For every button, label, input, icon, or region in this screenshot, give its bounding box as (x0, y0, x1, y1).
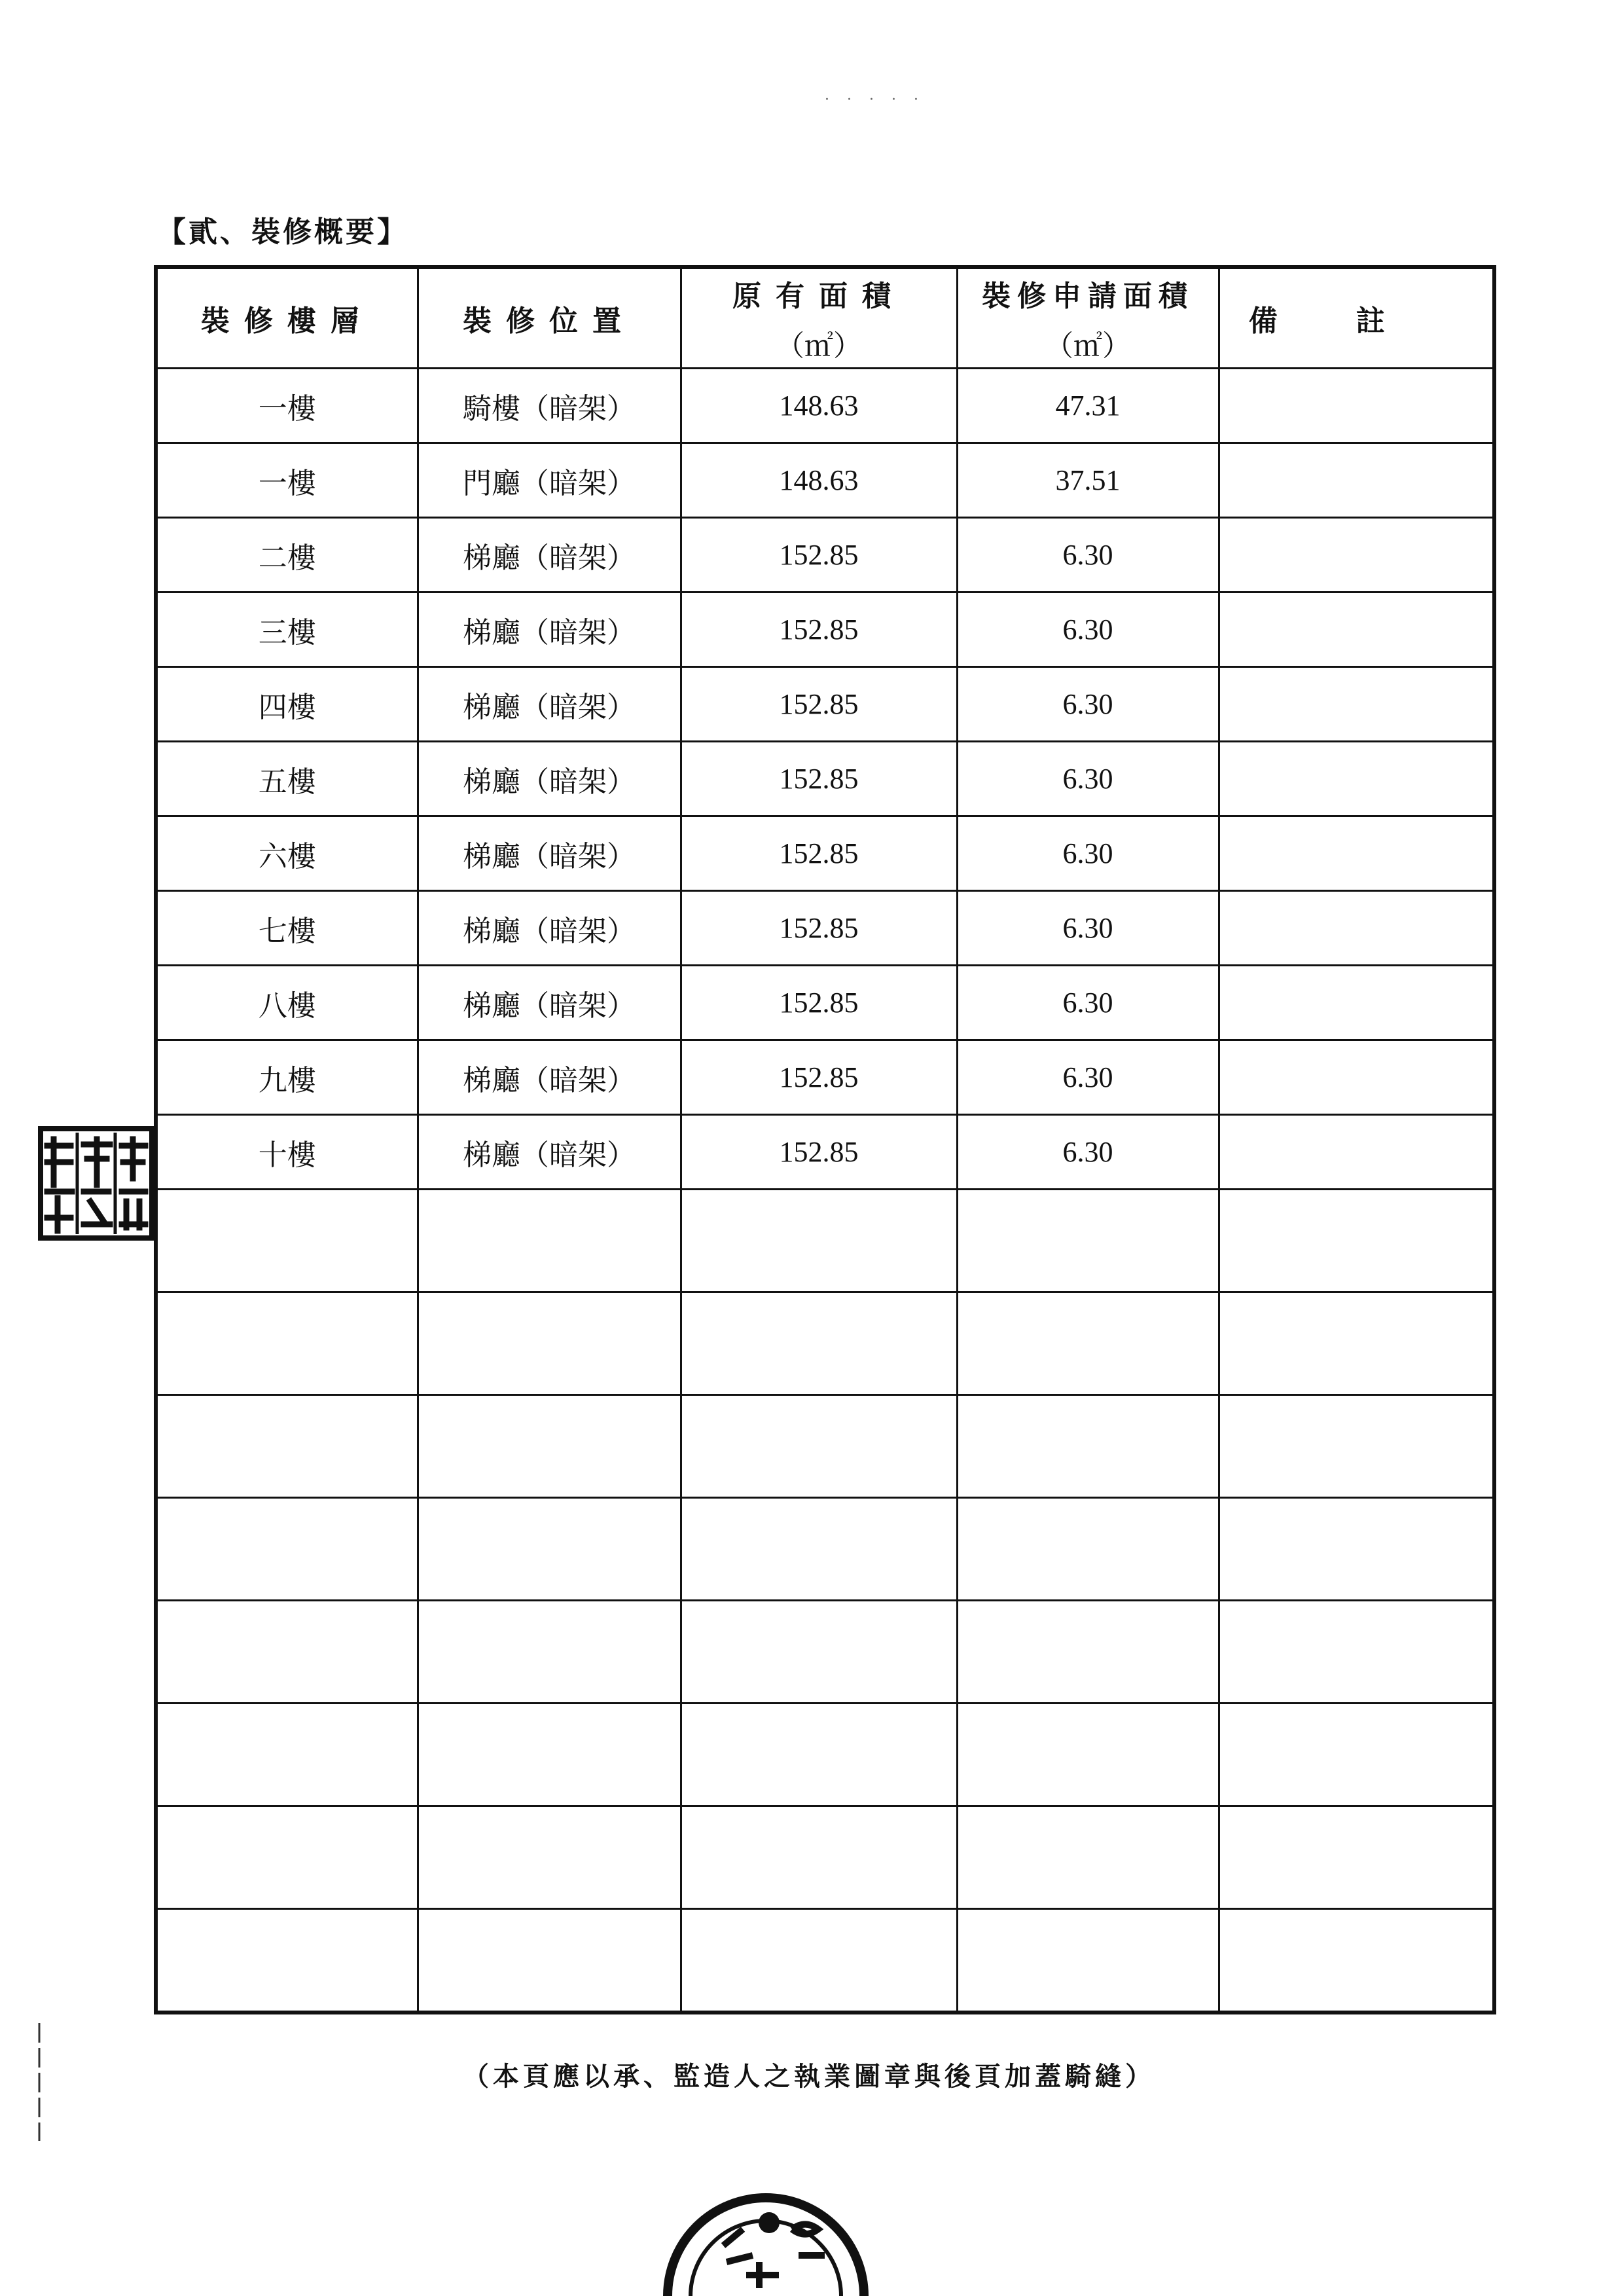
blank-cell (156, 1395, 418, 1498)
cell-applied-area: 6.30 (957, 667, 1219, 742)
cell-remarks (1219, 443, 1494, 518)
blank-row (156, 1190, 1494, 1292)
cell-floor: 二樓 (156, 518, 418, 592)
cell-applied-area: 6.30 (957, 966, 1219, 1040)
blank-cell (1219, 1909, 1494, 2013)
cell-remarks (1219, 742, 1494, 816)
cell-applied-area: 6.30 (957, 518, 1219, 592)
blank-cell (681, 1806, 957, 1909)
section-title: 【貳、裝修概要】 (157, 215, 408, 249)
cell-applied-area: 37.51 (957, 443, 1219, 518)
blank-cell (1219, 1395, 1494, 1498)
table-row (156, 816, 1494, 891)
blank-cell (681, 1395, 957, 1498)
cell-floor: 八樓 (156, 966, 418, 1040)
header-applied-area-unit: （㎡） (1045, 329, 1131, 363)
cell-original-area: 152.85 (681, 592, 957, 667)
cell-remarks (1219, 1040, 1494, 1115)
blank-cell (418, 1806, 681, 1909)
blank-cell (957, 1704, 1219, 1806)
blank-cell (1219, 1190, 1494, 1292)
cell-applied-area: 6.30 (957, 891, 1219, 966)
blank-row (156, 1909, 1494, 2013)
cell-original-area: 152.85 (681, 518, 957, 592)
header-location: 裝修位置 (418, 267, 681, 369)
blank-cell (957, 1395, 1219, 1498)
cell-original-area: 148.63 (681, 369, 957, 443)
cell-applied-area: 6.30 (957, 742, 1219, 816)
cell-location: 梯廳（暗架） (418, 816, 681, 891)
margin-punch-line (38, 2023, 41, 2141)
table-row (156, 443, 1494, 518)
cell-location: 梯廳（暗架） (418, 518, 681, 592)
table-row (156, 1040, 1494, 1115)
header-remarks (1219, 267, 1494, 369)
blank-cell (957, 1498, 1219, 1601)
blank-cell (418, 1601, 681, 1704)
cell-original-area: 152.85 (681, 1040, 957, 1115)
header-applied-area-label: 裝修申請面積 (982, 280, 1194, 313)
table-row (156, 742, 1494, 816)
blank-cell (681, 1601, 957, 1704)
blank-cell (156, 1806, 418, 1909)
blank-row (156, 1806, 1494, 1909)
cell-remarks (1219, 592, 1494, 667)
blank-cell (156, 1498, 418, 1601)
blank-cell (156, 1190, 418, 1292)
blank-cell (957, 1806, 1219, 1909)
cell-location: 門廳（暗架） (418, 443, 681, 518)
cell-remarks (1219, 966, 1494, 1040)
cell-original-area: 152.85 (681, 816, 957, 891)
table-row (156, 1115, 1494, 1190)
blank-cell (681, 1498, 957, 1601)
blank-cell (156, 1909, 418, 2013)
cell-location: 梯廳（暗架） (418, 1040, 681, 1115)
cell-location: 梯廳（暗架） (418, 891, 681, 966)
blank-cell (1219, 1292, 1494, 1395)
cell-original-area: 152.85 (681, 667, 957, 742)
table-row (156, 891, 1494, 966)
cell-location: 梯廳（暗架） (418, 1115, 681, 1190)
cell-original-area: 148.63 (681, 443, 957, 518)
blank-cell (418, 1190, 681, 1292)
cell-original-area: 152.85 (681, 1115, 957, 1190)
cell-floor: 七樓 (156, 891, 418, 966)
cell-location: 梯廳（暗架） (418, 742, 681, 816)
cell-remarks (1219, 518, 1494, 592)
cell-location: 騎樓（暗架） (418, 369, 681, 443)
table-header-row (156, 267, 1494, 369)
blank-cell (957, 1601, 1219, 1704)
cell-floor: 五樓 (156, 742, 418, 816)
table-row (156, 369, 1494, 443)
cell-floor: 九樓 (156, 1040, 418, 1115)
renovation-summary-table (154, 265, 1496, 2014)
cell-applied-area: 6.30 (957, 816, 1219, 891)
cell-applied-area: 6.30 (957, 592, 1219, 667)
cell-floor: 四樓 (156, 667, 418, 742)
blank-cell (957, 1190, 1219, 1292)
blank-cell (418, 1395, 681, 1498)
cell-floor: 六樓 (156, 816, 418, 891)
cell-remarks (1219, 369, 1494, 443)
cell-location: 梯廳（暗架） (418, 966, 681, 1040)
cell-remarks (1219, 816, 1494, 891)
cell-original-area: 152.85 (681, 891, 957, 966)
blank-cell (1219, 1806, 1494, 1909)
scan-artifact: · · · · · (825, 92, 925, 108)
blank-cell (957, 1909, 1219, 2013)
blank-row (156, 1704, 1494, 1806)
blank-cell (1219, 1601, 1494, 1704)
blank-cell (957, 1292, 1219, 1395)
round-stamp (661, 2183, 871, 2296)
blank-row (156, 1498, 1494, 1601)
cell-original-area: 152.85 (681, 742, 957, 816)
table-row (156, 667, 1494, 742)
header-original-area-unit: （㎡） (776, 329, 862, 363)
blank-cell (681, 1190, 957, 1292)
cell-applied-area: 47.31 (957, 369, 1219, 443)
table-row (156, 518, 1494, 592)
cell-original-area: 152.85 (681, 966, 957, 1040)
cell-floor: 一樓 (156, 369, 418, 443)
blank-cell (1219, 1704, 1494, 1806)
blank-cell (681, 1704, 957, 1806)
cell-location: 梯廳（暗架） (418, 667, 681, 742)
cell-floor: 十樓 (156, 1115, 418, 1190)
cell-applied-area: 6.30 (957, 1040, 1219, 1115)
header-original-area (681, 267, 957, 369)
blank-cell (681, 1292, 957, 1395)
blank-cell (156, 1601, 418, 1704)
blank-row (156, 1601, 1494, 1704)
header-remarks-label: 備註 (1248, 304, 1464, 338)
header-original-area-label: 原有面積 (732, 280, 905, 313)
cell-location: 梯廳（暗架） (418, 592, 681, 667)
cell-floor: 一樓 (156, 443, 418, 518)
footnote: （本頁應以承、監造人之執業圖章與後頁加蓋騎縫） (463, 2061, 1155, 2092)
table-row (156, 966, 1494, 1040)
blank-row (156, 1292, 1494, 1395)
blank-row (156, 1395, 1494, 1498)
blank-cell (418, 1292, 681, 1395)
blank-cell (418, 1704, 681, 1806)
cell-applied-area: 6.30 (957, 1115, 1219, 1190)
header-applied-area (957, 267, 1219, 369)
cell-remarks (1219, 891, 1494, 966)
blank-cell (156, 1292, 418, 1395)
cell-remarks (1219, 1115, 1494, 1190)
blank-cell (1219, 1498, 1494, 1601)
header-floor: 裝修樓層 (156, 267, 418, 369)
cell-remarks (1219, 667, 1494, 742)
table-row (156, 592, 1494, 667)
blank-cell (418, 1498, 681, 1601)
blank-cell (418, 1909, 681, 2013)
blank-cell (156, 1704, 418, 1806)
cell-floor: 三樓 (156, 592, 418, 667)
architect-seal (38, 1126, 154, 1241)
blank-cell (681, 1909, 957, 2013)
